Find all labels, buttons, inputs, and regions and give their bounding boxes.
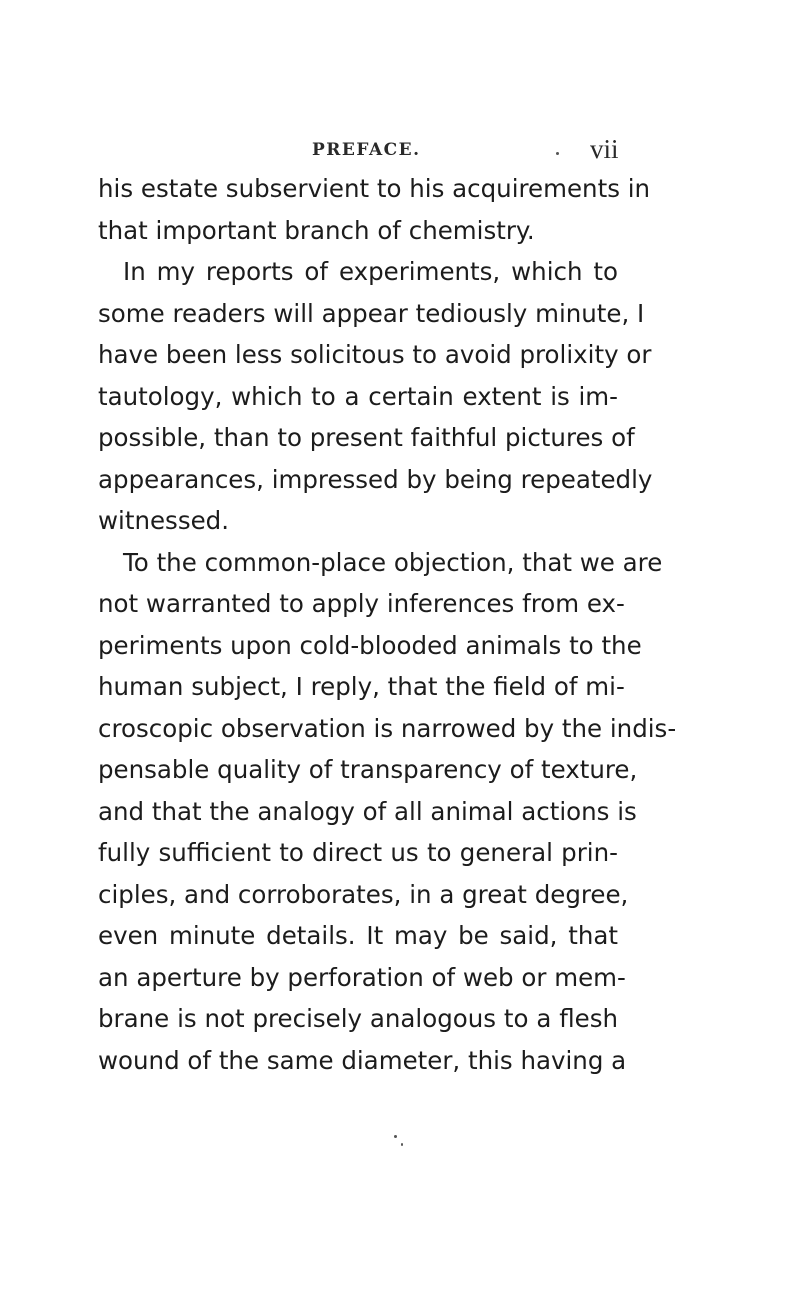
text-line: In my reports of experiments, which to [123, 257, 618, 286]
text-line: and that the analogy of all animal actions is [98, 796, 637, 826]
text-line: an aperture by perforation of web or mem- [98, 962, 626, 992]
page-header [0, 134, 800, 170]
text-line: human subject, I reply, that the field of mi- [98, 672, 625, 701]
text-line: not warranted to apply inferences from ex- [98, 589, 625, 618]
text-line: periments upon cold-blooded animals to the [98, 630, 642, 660]
text-line: appearances, impressed by being repeatedly [98, 464, 653, 494]
text-line: that important branch of chemistry. [98, 215, 535, 245]
text-line: brane is not precisely analogous to a flesh [98, 1004, 618, 1033]
running-head: PREFACE. [312, 140, 421, 160]
text-line: his estate subservient to his acquirements in [98, 174, 651, 203]
text-line: fully sufficient to direct us to general prin- [98, 838, 618, 867]
text-line: pensable quality of transparency of texture, [98, 755, 638, 784]
text-line: have been less solicitous to avoid prolixity or [98, 340, 652, 369]
text-line: some readers will appear tediously minute, I [98, 298, 645, 328]
text-line: witnessed. [98, 506, 229, 535]
text-line: wound of the same diameter, this having a [98, 1045, 627, 1075]
text-line: ciples, and corroborates, in a great degree, [98, 879, 629, 909]
text-line: To the common-place objection, that we are [123, 547, 663, 577]
text-line: tautology, which to a certain extent is im- [98, 381, 618, 411]
text-line: croscopic observation is narrowed by the indis- [98, 713, 677, 743]
text-line: even minute details. It may be said, that [98, 921, 618, 950]
scan-speck [556, 152, 559, 155]
scan-speck [394, 1135, 397, 1138]
scan-speck [401, 1143, 403, 1146]
text-line: possible, than to present faithful pictures of [98, 423, 635, 452]
body-text [98, 168, 677, 1081]
page-number: vii [590, 134, 619, 164]
